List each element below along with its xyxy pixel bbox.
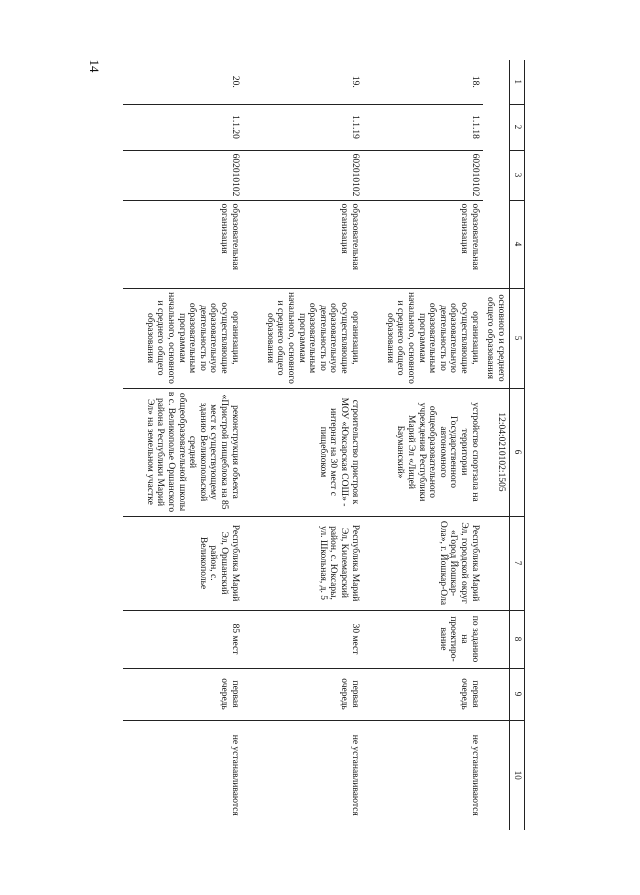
object-type: образовательная организация [363,200,483,288]
object-capacity: 30 мест [243,610,363,668]
objects-table [123,60,525,830]
okved-code: 602010102 [123,150,243,200]
continuation-description: основного и среднего общего образования [483,288,510,388]
column-number: 8 [510,610,525,668]
object-stage: первая очередь [363,668,483,720]
object-description: организации, осуществляющие образовательную деятельность по образовательным программам начального, основного и среднего общего образования [243,288,363,388]
object-code: 1.1.19 [243,104,363,150]
table-row [123,60,243,830]
object-location: Республика Марий Эл, Оршанский район, с. Великополье [123,516,243,610]
document-sheet [110,60,525,830]
object-zones: не устанавливаются [363,720,483,830]
table-row [243,60,363,830]
object-code: 1.1.20 [123,104,243,150]
column-number: 1 [510,60,525,104]
okved-code: 602010102 [363,150,483,200]
okved-code: 602010102 [243,150,363,200]
column-number: 10 [510,720,525,830]
row-number: 20. [229,75,240,88]
object-description: организации, осуществляющие образовательную деятельность по образовательным программам начального, основного и среднего общего образования [363,288,483,388]
continuation-cadastral-number: 12:04:0210102:1505 [483,388,510,516]
object-capacity: 85 мест [123,610,243,668]
object-stage: первая очередь [123,668,243,720]
column-number: 9 [510,668,525,720]
continuation-row [483,60,510,830]
column-number-row [510,60,525,830]
object-capacity: по заданию на проектиро-вание [363,610,483,668]
column-number: 6 [510,388,525,516]
table-row [363,60,483,830]
object-name: реконструкция объекта «Пристрой пищеблока на 85 мест к существующему зданию Великопольской средней общеобразовательной школы в с. Великополье Оршанского района Республики Марий Эл» на земельном участке [123,388,243,516]
column-number: 4 [510,200,525,288]
object-location: Республика Марий Эл, Килемарский район, с. Юксары, ул. Школьная, д. 5 [243,516,363,610]
object-name: строительство пристроя к МОУ «Юксарская СОШ» - интернат на 30 мест с пищеблоком [243,388,363,516]
page-number: 14 [87,59,102,73]
object-name: устройство спортзала на территории Государственного автономного общеобразовательного учреждения Республики Марий Эл «Лицей Бауманский» [363,388,483,516]
object-zones: не устанавливаются [123,720,243,830]
column-number: 2 [510,104,525,150]
column-number: 3 [510,150,525,200]
rotated-table-container [110,60,525,830]
object-location: Республика Марий Эл, городской округ «Город Йошкар-Ола», г. Йошкар-Ола [363,516,483,610]
object-type: образовательная организация [243,200,363,288]
object-type: образовательная организация [123,200,243,288]
object-description: организации, осуществляющие образовательную деятельность по образовательным программам начального, основного и среднего общего образования [123,288,243,388]
row-number: 18. [469,75,480,88]
column-number: 7 [510,516,525,610]
object-code: 1.1.18 [363,104,483,150]
column-number: 5 [510,288,525,388]
object-zones: не устанавливаются [243,720,363,830]
row-number: 19. [349,75,360,88]
object-stage: первая очередь [243,668,363,720]
